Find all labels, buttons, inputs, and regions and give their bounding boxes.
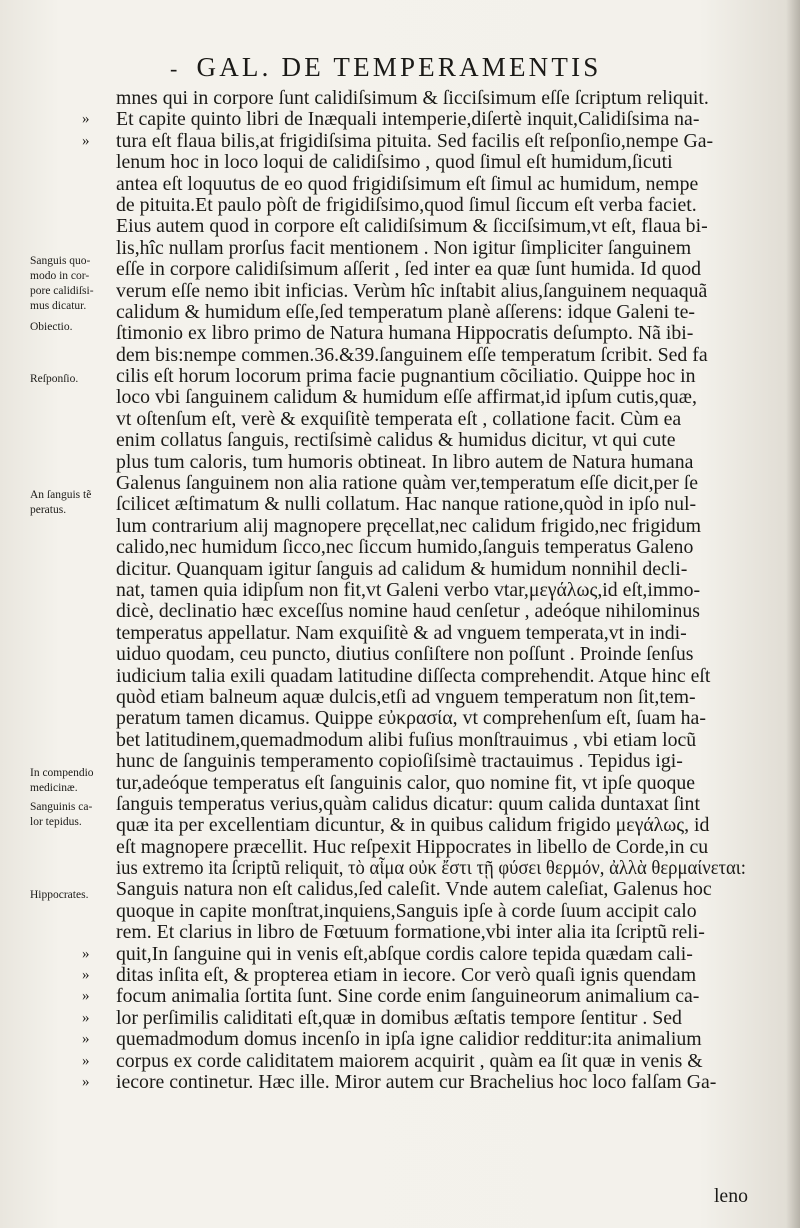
text-line [116, 837, 746, 858]
text-line-content: antea eſt loquutus de eo quod frigidiſsimum eſt ſimul ac humidum, nempe [116, 172, 699, 195]
sidenote-line: modo in cor- [30, 270, 90, 282]
sidenote-line: medicinæ. [30, 782, 78, 794]
text-line-content: nat, tamen quia idipſum non fit,vt Galeni verbo vtar,μεγάλως,id eſt,immo- [116, 578, 701, 601]
text-line-content: bet latitudinem,quemadmodum alibi fuſius monſtrauimus , vbi etiam locũ [116, 728, 697, 751]
text-line-content: Galenus ſanguinem non alia ratione quàm ver,temperatum eſſe dicit,per ſe [116, 472, 698, 495]
text-line-content: ſcilicet æſtimatum & nulli collatum. Hac nanque ratione,quòd in ipſo nul- [116, 493, 697, 516]
sidenote-line: pore calidiſsi- [30, 285, 94, 297]
quotation-mark: » [82, 988, 90, 1005]
header-dash: - [170, 56, 181, 81]
text-line [116, 195, 746, 216]
text-line [116, 473, 746, 494]
quotation-mark: » [82, 1073, 90, 1090]
text-line [82, 985, 746, 1008]
text-line-content: quòd etiam balneum aquæ dulcis,etſi ad vnguem temperatum non ſit,tem- [116, 685, 696, 708]
text-line-content: hunc de ſanguinis temperamento copioſiſsimè tractauimus . Tepidus igi- [116, 750, 683, 773]
text-line [116, 281, 746, 302]
text-line-content: temperatus appellatur. Nam exquiſitè & ad vnguem temperata,vt in indi- [116, 621, 687, 644]
text-line-content: rem. Et clarius in libro de Fœtuum formatione,vbi inter alia ita ſcriptũ reli- [116, 921, 705, 944]
text-line [116, 238, 746, 259]
text-line-content: dicè, declinatio hæc exceſſus nomine haud cenſetur , adeóque nihilominus [116, 600, 700, 623]
text-line-content: uiduo quodam, ceu puncto, diutius conſiſtere non poſſunt . Proinde ſenſus [116, 643, 694, 666]
sidenote-line: Sanguinis ca- [30, 801, 93, 813]
sidenote-responsio [30, 372, 120, 387]
sidenote-obiectio [30, 320, 120, 335]
text-line-content: calido,nec humidum ſicco,nec ſiccum humido,ſanguis temperatus Galeno [116, 536, 694, 559]
text-line-content: Eius autem quod in corpore eſt calidiſsimum & ſicciſsimum,vt eſt, flaua bi- [116, 215, 708, 238]
sidenote-line: peratus. [30, 504, 67, 516]
text-line [116, 794, 746, 815]
text-line [116, 152, 746, 173]
text-line-content: lum contrarium alij magnopere pręcellat,nec calidum frigido,nec frigidum [116, 514, 701, 537]
text-line [116, 901, 746, 922]
text-line-content: mnes qui in corpore ſunt calidiſsimum & ſicciſsimum eſſe ſcriptum reliquit. [116, 87, 709, 109]
text-line-content: Sanguis natura non eſt calidus,ſed caleſit. Vnde autem caleſiat, Galenus hoc [116, 878, 712, 901]
text-line [82, 1006, 746, 1029]
quotation-mark: » [82, 967, 90, 984]
text-line [116, 730, 746, 751]
text-line-content: corpus ex corde caliditatem maiorem acquirit , quàm ea ſit quæ in venis & [116, 1049, 703, 1072]
text-line [116, 773, 746, 794]
sidenote-in-compendio [30, 766, 120, 796]
sidenote-hippocrates [30, 888, 120, 903]
text-line [116, 537, 746, 558]
text-line-content: quoque in capite monſtrat,inquiens,Sanguis ipſe à corde ſuum accipit calo [116, 899, 697, 922]
text-line [116, 580, 746, 601]
text-line [116, 858, 746, 879]
sidenote-line: In compendio [30, 767, 94, 779]
text-line [116, 559, 746, 580]
catchword: leno [713, 1185, 748, 1207]
sidenote-sanguis-quomodo [30, 254, 120, 314]
text-line [116, 516, 746, 537]
text-line [116, 644, 746, 665]
text-line-content: iecore continetur. Hæc ille. Miror autem cur Brachelius hoc loco falſam Ga- [116, 1070, 717, 1093]
text-line-content: lenum hoc in loco loqui de calidiſsimo , quod ſimul eſt humidum,ſicuti [116, 151, 673, 174]
text-line-content: de pituita.Et paulo pòſt de frigidiſsimo,quod ſimul ſiccum eſt verba faciet. [116, 193, 697, 216]
text-line-content: Et capite quinto libri de Inæquali intemperie,diſertè inquit,Calidiſsima na- [116, 108, 700, 131]
sidenote-line: mus dicatur. [30, 300, 87, 312]
quotation-mark: » [82, 132, 90, 149]
text-line-content: quæ ita per excellentiam dicuntur, & in quibus calidum frigido μεγάλως, id [116, 814, 710, 837]
sidenote-sanguinis-calor [30, 800, 120, 830]
header-title: GAL. DE TEMPERAMENTIS [196, 52, 602, 82]
text-line [116, 687, 746, 708]
text-line-content: tura eſt flaua bilis,at frigidiſsima pituita. Sed facilis eſt reſponſio,nempe Ga- [116, 129, 714, 152]
main-text-block [82, 87, 746, 1093]
text-line [82, 1070, 746, 1093]
text-line-content: verum eſſe nemo ibit inficias. Verùm hîc inſtabit alius,ſanguinem nequaquã [116, 279, 708, 302]
text-line-content: quit,In ſanguine qui in venis eſt,abſque cordis calore tepida quædam cali- [116, 942, 693, 965]
text-line [116, 666, 746, 687]
running-header [170, 52, 640, 83]
quotation-mark: » [82, 945, 90, 962]
text-line [116, 323, 746, 344]
text-line-content: peratum tamen dicamus. Quippe εὐκρασία, vt comprehenſum eſt, ſuam ha- [116, 707, 706, 730]
text-line-content: lis,hîc nullam prorſus facit mentionem . Non igitur ſimpliciter ſanguinem [116, 236, 692, 259]
text-line [116, 815, 746, 836]
text-line [116, 259, 746, 280]
quotation-mark: » [82, 111, 90, 128]
text-line [116, 494, 746, 515]
text-line [82, 108, 746, 131]
text-line [116, 174, 746, 195]
sidenote-line: Sanguis quo- [30, 255, 91, 267]
text-line [116, 623, 746, 644]
sidenote-line: Hippocrates. [30, 889, 89, 901]
text-line-content: enim collatus ſanguis, rectiſsimè calidus & humidus dicitur, vt qui cute [116, 429, 676, 452]
text-line [82, 1028, 746, 1051]
text-line [116, 366, 746, 387]
sidenote-line: An ſanguis tẽ [30, 489, 92, 501]
text-line [116, 708, 746, 729]
text-line-content: ſtimonio ex libro primo de Natura humana Hippocratis deſumpto. Nã ibi- [116, 322, 694, 345]
text-line [116, 922, 746, 943]
text-line-content: vt oſtenſum eſt, verè & exquiſitè temperata eſt , collatione facit. Cùm ea [116, 407, 682, 430]
sidenote-an-sanguis [30, 488, 120, 518]
text-line-content: iudicium talia exili quadam latitudine diſſecta comprehendit. Atque hinc eſt [116, 664, 711, 687]
text-line [116, 387, 746, 408]
text-line [82, 129, 746, 152]
text-line-content: lor perſimilis caliditati eſt,quæ in domibus æſtatis tempore ſentitur . Sed [116, 1006, 682, 1029]
page-edge-shadow [786, 0, 800, 1228]
text-line-content: quemadmodum domus incenſo in ipſa igne calidior redditur:ita animalium [116, 1028, 702, 1051]
text-line [116, 345, 746, 366]
sidenote-line: Obiectio. [30, 321, 73, 333]
quotation-mark: » [82, 1052, 90, 1069]
text-line-content: calidum & humidum eſſe,ſed temperatum planè aſſerens: idque Galeni te- [116, 300, 695, 323]
text-line [116, 409, 746, 430]
text-line-content: eſſe in corpore calidiſsimum aſſerit , ſed inter ea quæ ſunt humida. Id quod [116, 258, 702, 281]
text-line-content: ius extremo ita ſcriptũ reliquit, τὸ αἷμα οὐκ ἔστι τῇ φύσει θερμόν, ἀλλὰ θερμαίνεται: [116, 857, 746, 880]
text-line-content: cilis eſt horum locorum prima facie pugnantium cõciliatio. Quippe hoc in [116, 365, 696, 388]
text-line-content: focum animalia ſortita ſunt. Sine corde enim ſanguineorum animalium ca- [116, 985, 700, 1008]
sidenote-line: lor tepidus. [30, 816, 82, 828]
text-line-content: loco vbi ſanguinem calidum & humidum eſſe affirmat,id ipſum cutis,quæ, [116, 386, 697, 409]
text-line [82, 942, 746, 965]
text-line-content: plus tum caloris, tum humoris obtineat. In libro autem de Natura humana [116, 450, 694, 473]
text-line [116, 302, 746, 323]
text-line-content: ditas inſita eſt, & propterea etiam in iecore. Cor verò quaſi ignis quendam [116, 964, 697, 987]
text-line [116, 601, 746, 622]
text-line-content: eſt magnopere præcellit. Huc reſpexit Hippocrates in libello de Corde,in cu [116, 835, 709, 858]
text-line [116, 430, 746, 451]
text-line [82, 964, 746, 987]
text-line [116, 88, 746, 109]
text-line-content: tur,adeóque temperatus eſt ſanguinis calor, quo nomine fit, vt ipſe quoque [116, 771, 696, 794]
text-line [116, 452, 746, 473]
text-line [116, 879, 746, 900]
text-line-content: ſanguis temperatus verius,quàm calidus dicatur: quum calida duntaxat ſint [116, 792, 700, 815]
text-line-content: dicitur. Quanquam igitur ſanguis ad calidum & humidum nonnihil decli- [116, 557, 688, 580]
sidenote-line: Reſponſio. [30, 373, 79, 385]
text-line [116, 216, 746, 237]
quotation-mark: » [82, 1031, 90, 1048]
text-line-content: dem bis:nempe commen.36.&39.ſanguinem eſſe temperatum ſcribit. Sed fa [116, 343, 708, 366]
quotation-mark: » [82, 1009, 90, 1026]
text-line [82, 1049, 746, 1072]
text-line [116, 751, 746, 772]
